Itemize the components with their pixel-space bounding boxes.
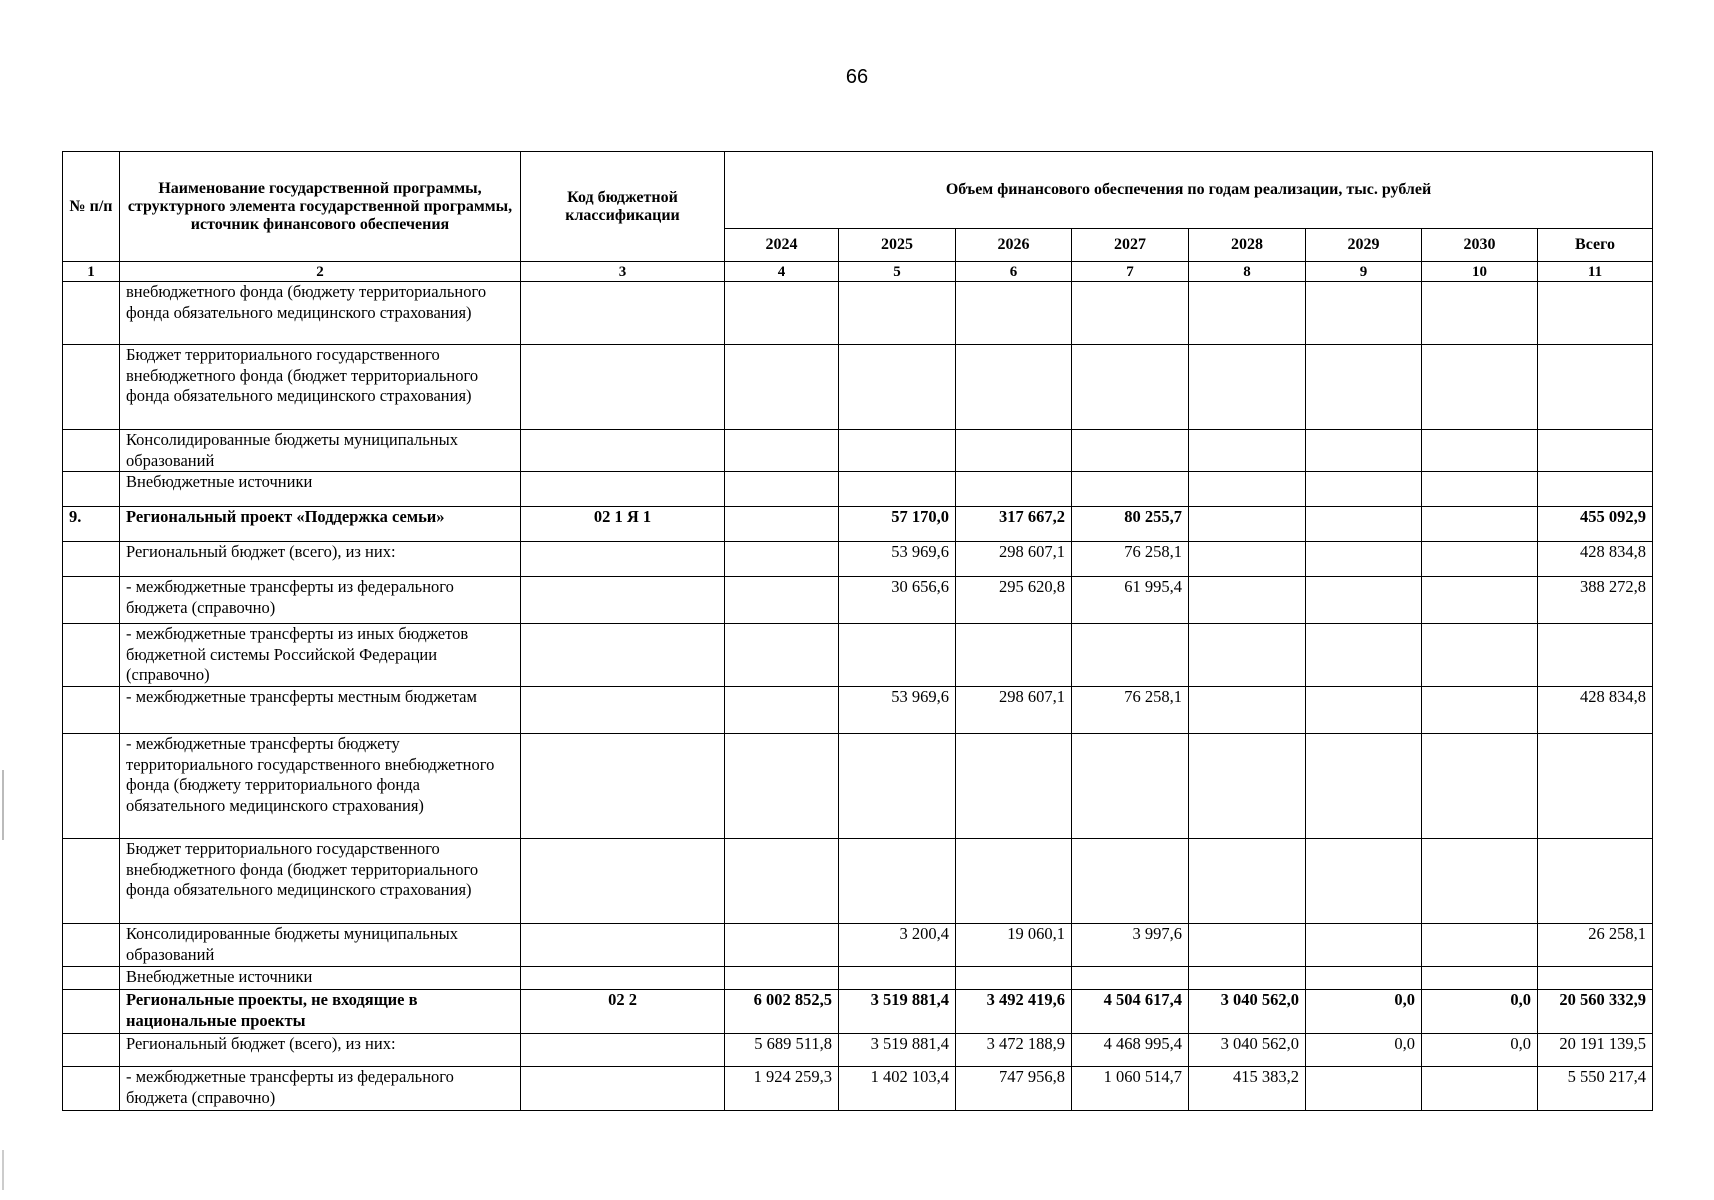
- row-year-value: 30 656,6: [839, 577, 956, 624]
- row-year-value: [956, 839, 1072, 924]
- row-total-value: [1538, 472, 1653, 507]
- row-year-value: [725, 430, 839, 472]
- row-year-value: [1072, 624, 1189, 687]
- row-year-value: [1422, 839, 1538, 924]
- row-name: внебюджетного фонда (бюджету территориального фонда обязательного медицинского страхования): [120, 282, 521, 345]
- row-budget-code: 02 2: [521, 990, 725, 1034]
- row-number: [63, 472, 120, 507]
- row-total-value: 20 560 332,9: [1538, 990, 1653, 1034]
- row-name: Региональный бюджет (всего), из них:: [120, 1034, 521, 1067]
- row-year-value: [1072, 345, 1189, 430]
- row-year-value: 1 924 259,3: [725, 1067, 839, 1111]
- row-number: [63, 282, 120, 345]
- row-year-value: [839, 430, 956, 472]
- row-year-value: [1422, 577, 1538, 624]
- financing-table: [62, 151, 1653, 1111]
- row-year-value: 3 200,4: [839, 924, 956, 967]
- header-no: № п/п: [63, 152, 120, 262]
- col-number: 4: [725, 262, 839, 282]
- row-year-value: [725, 542, 839, 577]
- row-name: Консолидированные бюджеты муниципальных образований: [120, 430, 521, 472]
- row-year-value: 3 492 419,6: [956, 990, 1072, 1034]
- row-year-value: 80 255,7: [1072, 507, 1189, 542]
- col-number: 11: [1538, 262, 1653, 282]
- table-row: [63, 967, 1653, 990]
- row-year-value: [1072, 734, 1189, 839]
- row-year-value: [1306, 1067, 1422, 1111]
- row-year-value: [1306, 734, 1422, 839]
- row-year-value: [1306, 924, 1422, 967]
- row-name: - межбюджетные трансферты из федерального бюджета (справочно): [120, 1067, 521, 1111]
- row-name: - межбюджетные трансферты из иных бюджетов бюджетной системы Российской Федерации (справочно): [120, 624, 521, 687]
- row-year-value: 295 620,8: [956, 577, 1072, 624]
- row-year-value: [1189, 624, 1306, 687]
- row-name: - межбюджетные трансферты из федерального бюджета (справочно): [120, 577, 521, 624]
- row-name: Бюджет территориального государственного внебюджетного фонда (бюджет территориального фонда обязательного медицинского страхования): [120, 345, 521, 430]
- col-number: 5: [839, 262, 956, 282]
- row-year-value: [1306, 967, 1422, 990]
- row-year-value: [1422, 924, 1538, 967]
- table-row: [63, 430, 1653, 472]
- row-year-value: [1422, 345, 1538, 430]
- row-year-value: [1189, 734, 1306, 839]
- row-year-value: [839, 734, 956, 839]
- row-year-value: 0,0: [1422, 990, 1538, 1034]
- row-year-value: [1189, 430, 1306, 472]
- row-name: Внебюджетные источники: [120, 472, 521, 507]
- row-number: [63, 1034, 120, 1067]
- table-row: [63, 734, 1653, 839]
- row-year-value: [1422, 734, 1538, 839]
- row-year-value: 4 504 617,4: [1072, 990, 1189, 1034]
- row-year-value: 76 258,1: [1072, 687, 1189, 734]
- row-year-value: [956, 967, 1072, 990]
- row-number: [63, 345, 120, 430]
- table-row: [63, 577, 1653, 624]
- row-total-value: [1538, 734, 1653, 839]
- row-year-value: 53 969,6: [839, 542, 956, 577]
- row-budget-code: [521, 839, 725, 924]
- row-total-value: 455 092,9: [1538, 507, 1653, 542]
- row-budget-code: 02 1 Я 1: [521, 507, 725, 542]
- row-number: [63, 924, 120, 967]
- row-number: [63, 967, 120, 990]
- row-year-value: 0,0: [1422, 1034, 1538, 1067]
- row-year-value: [1306, 687, 1422, 734]
- row-year-value: 3 040 562,0: [1189, 990, 1306, 1034]
- row-year-value: [725, 282, 839, 345]
- row-budget-code: [521, 1067, 725, 1111]
- row-total-value: 5 550 217,4: [1538, 1067, 1653, 1111]
- row-year-value: [1306, 577, 1422, 624]
- row-total-value: [1538, 967, 1653, 990]
- row-year-value: [1422, 687, 1538, 734]
- row-year-value: [1189, 967, 1306, 990]
- row-year-value: [725, 687, 839, 734]
- row-year-value: [1189, 687, 1306, 734]
- table-row: [63, 687, 1653, 734]
- row-total-value: [1538, 624, 1653, 687]
- row-year-value: [1422, 282, 1538, 345]
- row-number: [63, 734, 120, 839]
- row-year-value: [839, 839, 956, 924]
- header-year: 2030: [1422, 229, 1538, 262]
- row-year-value: [1306, 839, 1422, 924]
- row-year-value: [1422, 472, 1538, 507]
- row-total-value: 428 834,8: [1538, 687, 1653, 734]
- col-number: 7: [1072, 262, 1189, 282]
- row-year-value: [1072, 967, 1189, 990]
- header-year: 2025: [839, 229, 956, 262]
- row-year-value: 415 383,2: [1189, 1067, 1306, 1111]
- row-year-value: [1189, 839, 1306, 924]
- row-name: Региональные проекты, не входящие в национальные проекты: [120, 990, 521, 1034]
- row-year-value: [1072, 839, 1189, 924]
- table-row: [63, 624, 1653, 687]
- row-year-value: [1306, 472, 1422, 507]
- header-volume: Объем финансового обеспечения по годам реализации, тыс. рублей: [725, 152, 1653, 229]
- row-number: [63, 542, 120, 577]
- col-number: 1: [63, 262, 120, 282]
- row-budget-code: [521, 472, 725, 507]
- row-number: [63, 1067, 120, 1111]
- header-code: Код бюджетной классификации: [521, 152, 725, 262]
- row-year-value: [1422, 967, 1538, 990]
- row-year-value: [1189, 507, 1306, 542]
- col-number: 10: [1422, 262, 1538, 282]
- header-year: 2026: [956, 229, 1072, 262]
- row-year-value: [1422, 542, 1538, 577]
- row-year-value: 298 607,1: [956, 542, 1072, 577]
- row-budget-code: [521, 967, 725, 990]
- row-year-value: [1072, 472, 1189, 507]
- table-row: [63, 472, 1653, 507]
- row-year-value: [956, 734, 1072, 839]
- row-budget-code: [521, 282, 725, 345]
- row-year-value: [1306, 507, 1422, 542]
- row-number: [63, 430, 120, 472]
- row-year-value: 4 468 995,4: [1072, 1034, 1189, 1067]
- row-year-value: [1189, 472, 1306, 507]
- row-year-value: [725, 577, 839, 624]
- row-total-value: 388 272,8: [1538, 577, 1653, 624]
- row-year-value: 3 519 881,4: [839, 990, 956, 1034]
- row-year-value: [1306, 345, 1422, 430]
- row-number: 9.: [63, 507, 120, 542]
- header-year: 2024: [725, 229, 839, 262]
- row-number: [63, 990, 120, 1034]
- row-total-value: 428 834,8: [1538, 542, 1653, 577]
- header-year: 2028: [1189, 229, 1306, 262]
- row-year-value: 57 170,0: [839, 507, 956, 542]
- row-year-value: [1189, 282, 1306, 345]
- row-number: [63, 687, 120, 734]
- row-year-value: [725, 839, 839, 924]
- table-row: [63, 990, 1653, 1034]
- row-year-value: [956, 624, 1072, 687]
- row-year-value: 53 969,6: [839, 687, 956, 734]
- row-name: Внебюджетные источники: [120, 967, 521, 990]
- row-year-value: [1422, 507, 1538, 542]
- row-year-value: 5 689 511,8: [725, 1034, 839, 1067]
- col-number: 8: [1189, 262, 1306, 282]
- row-budget-code: [521, 924, 725, 967]
- row-budget-code: [521, 542, 725, 577]
- row-total-value: [1538, 430, 1653, 472]
- row-number: [63, 839, 120, 924]
- row-budget-code: [521, 430, 725, 472]
- row-year-value: [1422, 624, 1538, 687]
- row-total-value: 20 191 139,5: [1538, 1034, 1653, 1067]
- table-row: [63, 924, 1653, 967]
- row-total-value: [1538, 345, 1653, 430]
- header-name: Наименование государственной программы, структурного элемента государственной программы, источник финансового обеспечения: [120, 152, 521, 262]
- row-name: Региональный проект «Поддержка семьи»: [120, 507, 521, 542]
- table-row: [63, 345, 1653, 430]
- row-year-value: [1422, 1067, 1538, 1111]
- row-year-value: [839, 624, 956, 687]
- row-year-value: 747 956,8: [956, 1067, 1072, 1111]
- row-year-value: 3 997,6: [1072, 924, 1189, 967]
- row-budget-code: [521, 345, 725, 430]
- page-number: 66: [845, 66, 869, 88]
- row-year-value: 3 040 562,0: [1189, 1034, 1306, 1067]
- row-year-value: [1189, 924, 1306, 967]
- row-total-value: 26 258,1: [1538, 924, 1653, 967]
- row-budget-code: [521, 1034, 725, 1067]
- table-row: [63, 1067, 1653, 1111]
- row-name: - межбюджетные трансферты местным бюджетам: [120, 687, 521, 734]
- row-year-value: [956, 282, 1072, 345]
- row-name: Региональный бюджет (всего), из них:: [120, 542, 521, 577]
- row-name: - межбюджетные трансферты бюджету территориального государственного внебюджетного фонда (бюджету территориального фонда обязательного медицинского страхования): [120, 734, 521, 839]
- row-year-value: 6 002 852,5: [725, 990, 839, 1034]
- row-budget-code: [521, 734, 725, 839]
- row-year-value: 61 995,4: [1072, 577, 1189, 624]
- row-year-value: [1072, 282, 1189, 345]
- row-number: [63, 577, 120, 624]
- row-total-value: [1538, 282, 1653, 345]
- row-year-value: [1306, 282, 1422, 345]
- table-row: [63, 1034, 1653, 1067]
- header-year: 2027: [1072, 229, 1189, 262]
- row-year-value: [725, 624, 839, 687]
- row-year-value: [725, 345, 839, 430]
- row-year-value: [839, 345, 956, 430]
- row-year-value: [1189, 542, 1306, 577]
- header-total: Всего: [1538, 229, 1653, 262]
- row-year-value: 76 258,1: [1072, 542, 1189, 577]
- row-year-value: [1306, 430, 1422, 472]
- col-number: 9: [1306, 262, 1422, 282]
- table-row: [63, 282, 1653, 345]
- scan-artifact: [2, 1150, 4, 1190]
- row-year-value: 298 607,1: [956, 687, 1072, 734]
- row-budget-code: [521, 687, 725, 734]
- row-year-value: [839, 967, 956, 990]
- col-number: 3: [521, 262, 725, 282]
- row-year-value: [1306, 624, 1422, 687]
- row-year-value: [725, 507, 839, 542]
- row-year-value: 317 667,2: [956, 507, 1072, 542]
- row-budget-code: [521, 577, 725, 624]
- row-number: [63, 624, 120, 687]
- table-row: [63, 507, 1653, 542]
- row-year-value: [1422, 430, 1538, 472]
- row-total-value: [1538, 839, 1653, 924]
- row-year-value: [725, 924, 839, 967]
- header-year: 2029: [1306, 229, 1422, 262]
- row-year-value: [956, 430, 1072, 472]
- row-year-value: [1189, 345, 1306, 430]
- row-year-value: [725, 472, 839, 507]
- row-year-value: 1 402 103,4: [839, 1067, 956, 1111]
- row-year-value: 3 519 881,4: [839, 1034, 956, 1067]
- row-year-value: 0,0: [1306, 990, 1422, 1034]
- row-year-value: 0,0: [1306, 1034, 1422, 1067]
- row-year-value: [956, 472, 1072, 507]
- row-year-value: [725, 967, 839, 990]
- scan-artifact: [2, 770, 4, 840]
- row-year-value: [1306, 542, 1422, 577]
- row-year-value: [956, 345, 1072, 430]
- row-name: Консолидированные бюджеты муниципальных образований: [120, 924, 521, 967]
- col-number: 6: [956, 262, 1072, 282]
- row-year-value: [839, 282, 956, 345]
- table-row: [63, 542, 1653, 577]
- row-year-value: [839, 472, 956, 507]
- col-number: 2: [120, 262, 521, 282]
- row-year-value: [725, 734, 839, 839]
- row-year-value: 3 472 188,9: [956, 1034, 1072, 1067]
- row-year-value: [1189, 577, 1306, 624]
- row-budget-code: [521, 624, 725, 687]
- row-year-value: [1072, 430, 1189, 472]
- table-row: [63, 839, 1653, 924]
- row-year-value: 19 060,1: [956, 924, 1072, 967]
- row-year-value: 1 060 514,7: [1072, 1067, 1189, 1111]
- row-name: Бюджет территориального государственного внебюджетного фонда (бюджет территориального фонда обязательного медицинского страхования): [120, 839, 521, 924]
